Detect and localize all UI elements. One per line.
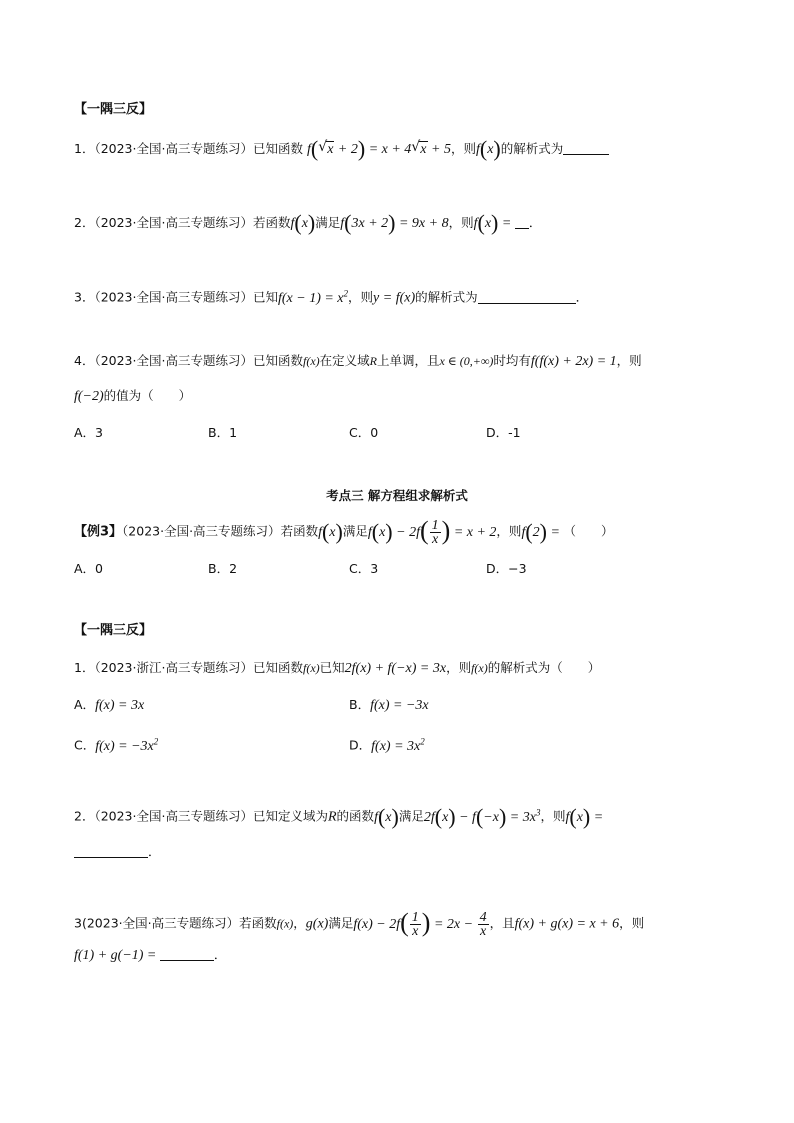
question-3: 3．（2023·全国·高三专题练习）已知$f(x - 1) = x^2$，则y = f(x)的解析式为 ． (74, 288, 589, 306)
option-d[interactable]: D．−3 (486, 561, 527, 576)
option-b[interactable]: B．f(x) = −3x (349, 697, 429, 713)
option-a[interactable]: A．3 (74, 425, 104, 440)
question-4-cont: f(−2)的值为（ ） (74, 388, 192, 404)
option-c[interactable]: C．0 (349, 425, 379, 440)
answer-blank[interactable] (563, 142, 609, 155)
answer-blank[interactable] (478, 291, 576, 304)
section-title: 考点三 解方程组求解析式 (326, 488, 468, 503)
answer-blank[interactable] (160, 948, 214, 961)
option-a[interactable]: A．f(x) = 3x (74, 697, 145, 713)
option-b[interactable]: B．1 (208, 425, 238, 440)
example-3: 【例3】（2023·全国·高三专题练习）若函数f(x)满足f(x) − 2f( $\frac{1}{x}$ ) = x + 2，则f(2) = （ ） (74, 515, 614, 547)
question-4: 4．（2023·全国·高三专题练习）已知函数f(x)在定义域R上单调，且x ∈ (0,+∞)时均有f(f(x) + 2x) = 1，则 (74, 353, 642, 369)
option-b[interactable]: B．2 (208, 561, 238, 576)
answer-blank[interactable] (515, 216, 529, 229)
answer-blank[interactable] (74, 845, 148, 858)
question-2: 2．（2023·全国·高三专题练习）若函数f(x)满足f(3x + 2) = 9x + 8，则f(x) = ． (74, 210, 542, 235)
question-1: 1．（2023·全国·高三专题练习）已知函数 f( √ x + 2) = x + 4 √ x + 5，则f(x)的解析式为 (74, 140, 609, 159)
option-c[interactable]: C．3 (349, 561, 379, 576)
section-header-2: 【一隅三反】 (74, 623, 153, 638)
question-s3-2: 2．（2023·全国·高三专题练习）已知定义域为R的函数f(x)满足$2f(x) - f(-x) = 3x^3$，则f(x) = (74, 803, 604, 829)
option-c[interactable]: C．$f(x) = -3x^2$ (74, 736, 159, 754)
question-s3-1: 1．（2023·浙江·高三专题练习）已知函数f(x)已知2f(x) + f(−x) = 3x，则f(x)的解析式为（ ） (74, 660, 601, 676)
math-expr: f( √ x + 2) = x + 4 √ x + 5 (306, 136, 451, 161)
option-d[interactable]: D．-1 (486, 425, 521, 440)
question-s3-3: 3(2023·全国·高三专题练习）若函数f(x)，g(x)满足f(x) − 2f( $\frac{1}{x}$ ) = 2x − $\frac{4}{x}$ ，且f(x) + g(x) = x + 6，则 (74, 907, 645, 939)
section-header-1: 【一隅三反】 (74, 102, 153, 117)
question-s3-2-cont: ． (74, 843, 161, 861)
question-s3-3-cont: f(1) + g(−1) = ． (74, 947, 227, 963)
option-a[interactable]: A．0 (74, 561, 104, 576)
option-d[interactable]: D．$f(x) = 3x^2$ (349, 736, 425, 754)
